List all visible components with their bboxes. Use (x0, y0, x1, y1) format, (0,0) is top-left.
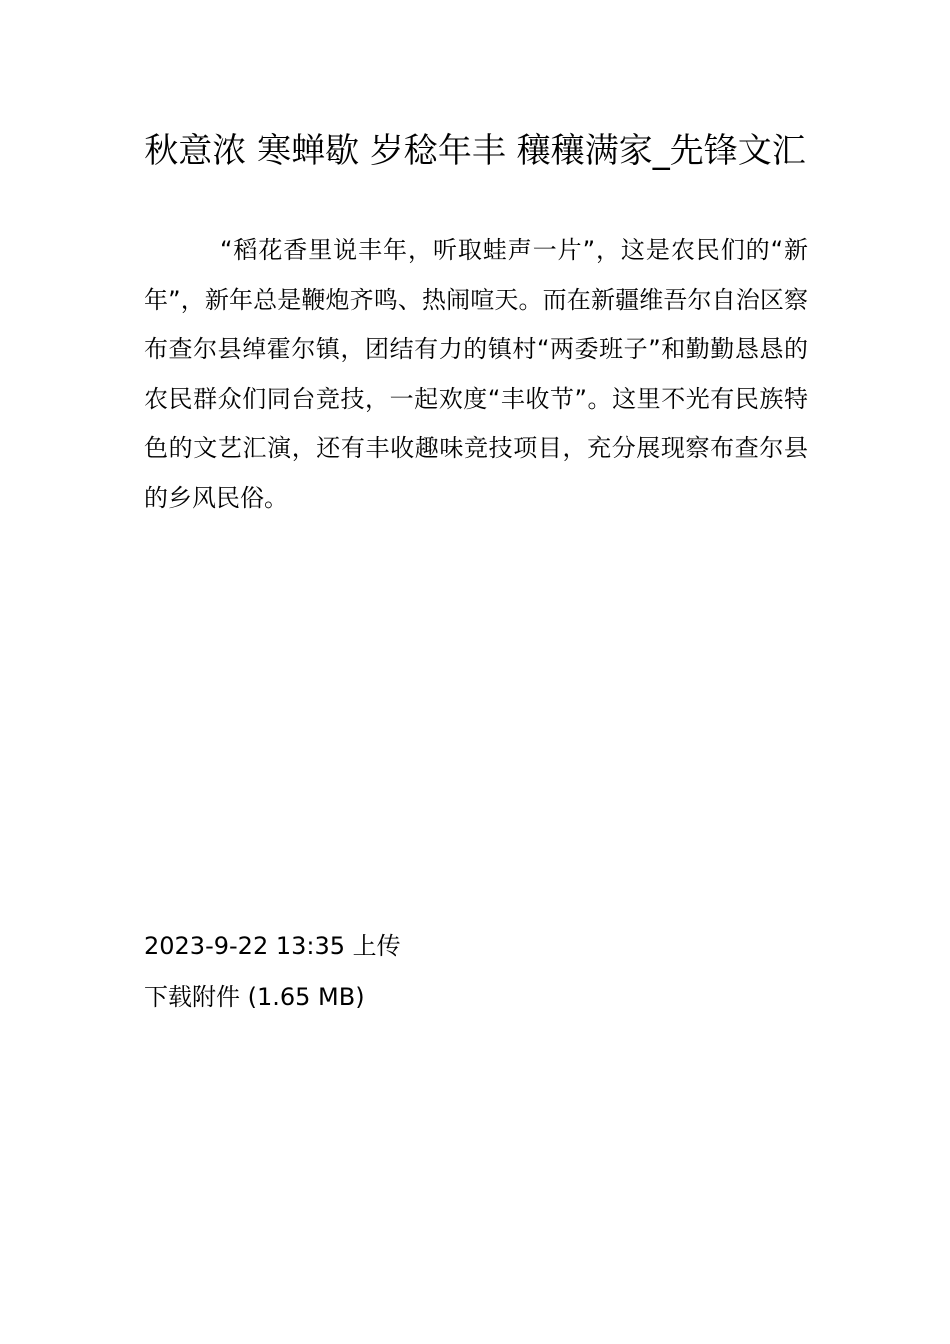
article-body: “稻花香里说丰年，听取蛙声一片”，这是农民们的“新年”，新年总是鞭炮齐鸣、热闹喧天。而在新疆维吾尔自治区察布查尔县绰霍尔镇，团结有力的镇村“两委班子”和勤勤恳恳的农民群众们同台竞技，一起欢度“丰收节”。这里不光有民族特色的文艺汇演，还有丰收趣味竞技项目，充分展现察布查尔县的乡风民俗。 (144, 236, 808, 512)
article-title: 秋意浓 寒蝉歇 岁稔年丰 穰穰满家_先锋文汇 (144, 131, 806, 171)
download-attachment-link[interactable]: 下载附件 (1.65 MB) (144, 983, 365, 1011)
upload-timestamp: 2023-9-22 13:35 上传 (144, 932, 401, 960)
